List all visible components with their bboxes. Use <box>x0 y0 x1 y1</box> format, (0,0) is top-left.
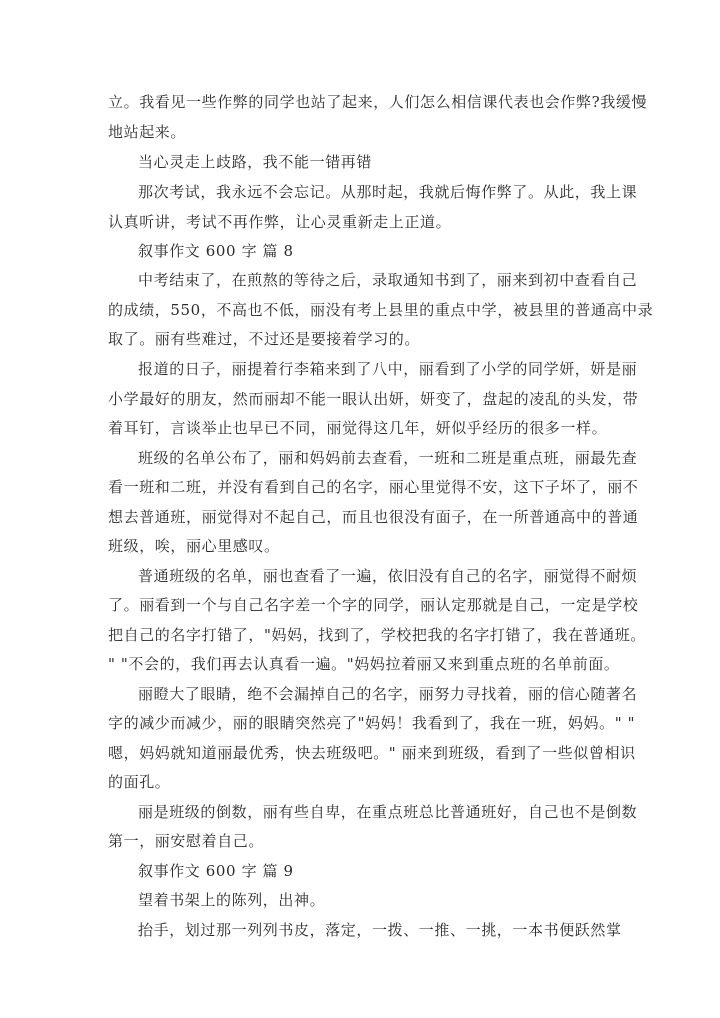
text-line: 丽瞪大了眼睛，绝不会漏掉自己的名字，丽努力寻找着，丽的信心随著名 <box>138 685 638 703</box>
text-line: 字的减少而减少，丽的眼睛突然亮了"妈妈！我看到了，我在一班，妈妈。" " <box>108 714 636 732</box>
text-line: 的成绩，550，不高也不低，丽没有考上县里的重点中学，被县里的普通高中录 <box>108 301 654 319</box>
text-line: 立。我看见一些作弊的同学也站了起来，人们怎么相信课代表也会作弊?我缓慢 <box>108 93 648 111</box>
text-line: 小学最好的朋友，然而丽却不能一眼认出妍，妍变了，盘起的凌乱的头发，带 <box>108 390 639 408</box>
text-line: 认真听讲，考试不再作弊，让心灵重新走上正道。 <box>108 213 452 231</box>
text-line: 抬手，划过那一列列书皮，落定，一拨、一推、一挑，一本书便跃然掌 <box>138 921 622 939</box>
text-line: 那次考试，我永远不会忘记。从那时起，我就后悔作弊了。从此，我上课 <box>138 183 638 201</box>
text-line: 取了。丽有些难过，不过还是要接着学习的。 <box>108 330 421 348</box>
text-line: 中考结束了，在煎熬的等待之后，录取通知书到了，丽来到初中查看自己 <box>138 271 638 289</box>
section-heading: 叙事作文 600 字 篇 8 <box>138 242 294 260</box>
text-line: 丽是班级的倒数，丽有些自卑，在重点班总比普通班好，自己也不是倒数 <box>138 803 638 821</box>
text-line: 看一班和二班，并没有看到自己的名字，丽心里觉得不安，这下子坏了，丽不 <box>108 478 639 496</box>
text-line: 想去普通班，丽觉得对不起自己，而且也很没有面子，在一所普通高中的普通 <box>108 508 639 526</box>
text-line: 第一，丽安慰着自己。 <box>108 832 265 850</box>
text-line: 着耳钉，言谈举止也早已不同，丽觉得这几年，妍似乎经历的很多一样。 <box>108 419 608 437</box>
text-line: 地站起来。 <box>108 123 187 141</box>
text-line: 的面孔。 <box>108 773 171 791</box>
text-line: 班级，唉，丽心里感叹。 <box>108 537 280 555</box>
text-line: " "不会的，我们再去认真看一遍。"妈妈拉着丽又来到重点班的名单前面。 <box>108 655 620 673</box>
text-line: 班级的名单公布了，丽和妈妈前去查看，一班和二班是重点班，丽最先查 <box>138 449 638 467</box>
text-line: 了。丽看到一个与自己名字差一个字的同学，丽认定那就是自己，一定是学校 <box>108 596 639 614</box>
text-line: 普通班级的名单，丽也查看了一遍，依旧没有自己的名字，丽觉得不耐烦 <box>138 567 638 585</box>
section-subtitle: 当心灵走上歧路，我不能一错再错 <box>138 153 373 171</box>
text-line: 望着书架上的陈列，出神。 <box>138 891 326 909</box>
text-line: 嗯，妈妈就知道丽最优秀，快去班级吧。" 丽来到班级，看到了一些似曾相识 <box>108 744 636 762</box>
section-heading: 叙事作文 600 字 篇 9 <box>138 862 294 880</box>
text-line: 报道的日子，丽提着行李箱来到了八中，丽看到了小学的同学妍，妍是丽 <box>138 360 638 378</box>
text-line: 把自己的名字打错了，"妈妈，找到了，学校把我的名字打错了，我在普通班。 <box>108 626 646 644</box>
